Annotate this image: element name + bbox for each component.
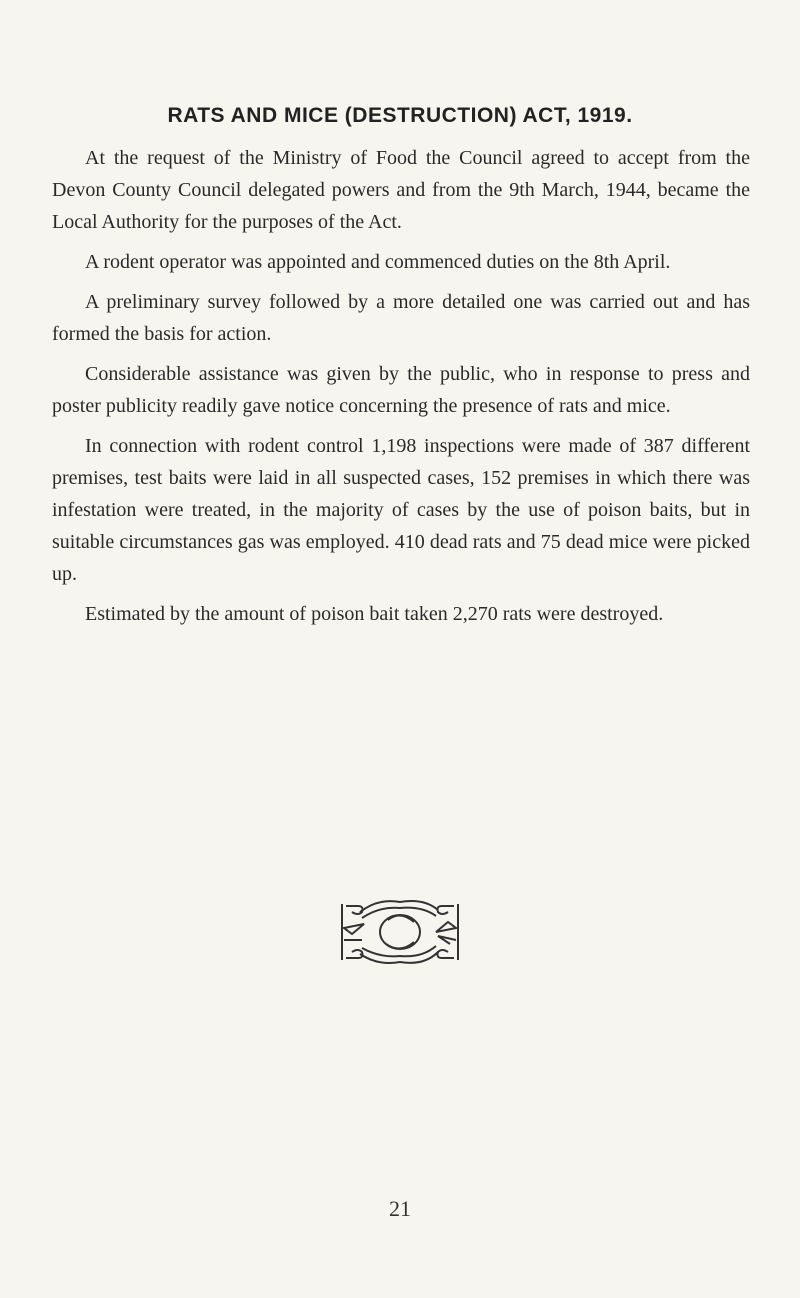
paragraph-rodent-operator: A rodent operator was appointed and commenced duties on the 8th April. [85,251,671,273]
paragraph-public-assistance: Considerable assistance was given by the public, who in response to press and poster publicity readily gave notice concerning the presence of rats and mice. [52,363,750,417]
paragraph-rats-destroyed: Estimated by the amount of poison bait taken 2,270 rats were destroyed. [85,603,664,625]
decorative-scroll-ornament-icon [338,896,462,968]
paragraph-preliminary-survey: A preliminary survey followed by a more detailed one was carried out and has formed the basis for action. [52,291,750,345]
body-text [52,142,750,638]
paragraph-ministry-request: At the request of the Ministry of Food the Council agreed to accept from the Devon County Council delegated powers and from the 9th March, 1944, became the Local Authority for the purposes of the Act. [52,147,750,233]
section-heading: RATS AND MICE (DESTRUCTION) ACT, 1919. [167,104,633,127]
page-number: 21 [389,1196,411,1221]
paragraph-inspections: In connection with rodent control 1,198 inspections were made of 387 different premises, test baits were laid in all suspected cases, 152 premises in which there was infestation were treated, in the majority of cases by the use of poison baits, but in suitable circumstances gas was employed. 410 dead rats and 75 dead mice were picked up. [52,435,750,585]
